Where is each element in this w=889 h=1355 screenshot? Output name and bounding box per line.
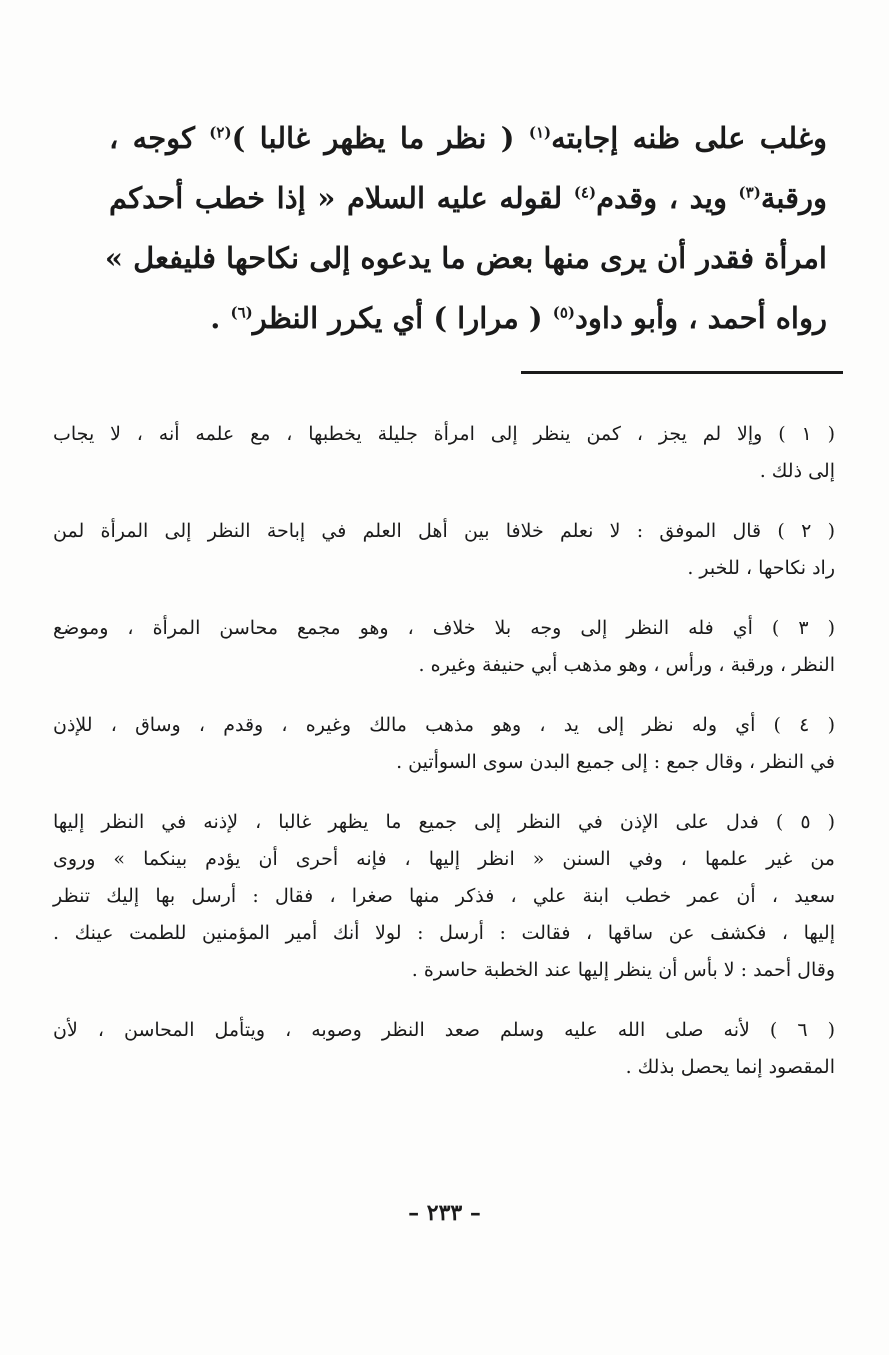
- footnote-marker: (٢): [209, 123, 232, 142]
- footnote-line: في النظر ، وقال جمع : إلى جميع البدن سوى السوأتين .: [396, 751, 835, 773]
- main-text: [104, 108, 827, 348]
- footnote: [53, 610, 835, 684]
- body-text-segment: ( نظر ما يظهر غالبا ): [231, 121, 529, 155]
- footnote-line: إليها ، فكشف عن ساقها ، فقالت : أرسل : لولا أنك أمير المؤمنين للطمت عينك .: [53, 922, 835, 944]
- footnote-line: المقصود إنما يحصل بذلك .: [625, 1056, 835, 1078]
- footnote-marker: (٥): [552, 303, 576, 322]
- footnote-line: ( ٥ ) فدل على الإذن في النظر إلى جميع ما يظهر غالبا ، لإذنه في النظر إليها: [53, 811, 835, 833]
- footnote-separator: [521, 371, 843, 374]
- footnote-line: راد نكاحها ، للخبر .: [687, 557, 835, 579]
- body-text-segment: ويد ، وقدم: [596, 181, 739, 215]
- body-line: [109, 288, 827, 348]
- body-text-segment: رواه أحمد ، وأبو داود: [575, 301, 827, 335]
- body-text-segment: وغلب على ظنه إجابته: [551, 121, 827, 155]
- footnote-marker: (٤): [573, 183, 597, 202]
- footnote-marker: (٦): [230, 303, 253, 322]
- body-line: [109, 108, 827, 168]
- footnote-line: من غير علمها ، وفي السنن « انظر إليها ، فإنه أحرى أن يؤدم بينكما » وروى: [53, 848, 835, 870]
- footnote-line: ( ٢ ) قال الموفق : لا نعلم خلافا بين أهل العلم في إباحة النظر إلى المرأة لمن: [53, 520, 835, 542]
- footnote-line: ( ١ ) وإلا لم يجز ، كمن ينظر إلى امرأة جليلة يخطبها ، مع علمه أنه ، لا يجاب: [53, 423, 836, 445]
- footnote-line: وقال أحمد : لا بأس أن ينظر إليها عند الخطبة حاسرة .: [411, 959, 835, 981]
- footnote-line: إلى ذلك .: [759, 460, 835, 482]
- body-text-segment: ( مرارا ) أي يكرر النظر: [252, 301, 553, 335]
- footnote: [53, 1012, 835, 1086]
- body-text-segment: امرأة فقدر أن يرى منها بعض ما يدعوه إلى نكاحها فليفعل »: [104, 241, 827, 275]
- page-number: – ٢٣٣ –: [408, 1200, 481, 1226]
- footnotes: [53, 416, 835, 1109]
- body-text-segment: ورقبة: [760, 181, 827, 215]
- body-line: [104, 228, 827, 288]
- footnote-marker: (١): [528, 123, 552, 142]
- body-line: [109, 168, 827, 228]
- footnote-line: ( ٣ ) أي فله النظر إلى وجه بلا خلاف ، وهو مجمع محاسن المرأة ، وموضع: [53, 617, 835, 639]
- footnote-line: سعيد ، أن عمر خطب ابنة علي ، فذكر منها صغرا ، فقال : أرسل بها إليك تنظر: [53, 885, 835, 907]
- footnote: [53, 416, 835, 490]
- body-text-segment: .: [210, 301, 231, 335]
- footnote-line: النظر ، ورقبة ، ورأس ، وهو مذهب أبي حنيفة وغيره .: [418, 654, 835, 676]
- footnote-line: ( ٤ ) أي وله نظر إلى يد ، وهو مذهب مالك وغيره ، وقدم ، وساق ، للإذن: [53, 714, 835, 736]
- body-text-segment: كوجه ،: [109, 121, 210, 155]
- footnote-marker: (٣): [738, 183, 761, 202]
- footnote: [53, 513, 835, 587]
- footnote-line: ( ٦ ) لأنه صلى الله عليه وسلم صعد النظر وصوبه ، ويتأمل المحاسن ، لأن: [53, 1019, 836, 1041]
- footnote: [53, 804, 835, 989]
- footnote: [53, 707, 835, 781]
- body-text-segment: لقوله عليه السلام « إذا خطب أحدكم: [109, 181, 574, 215]
